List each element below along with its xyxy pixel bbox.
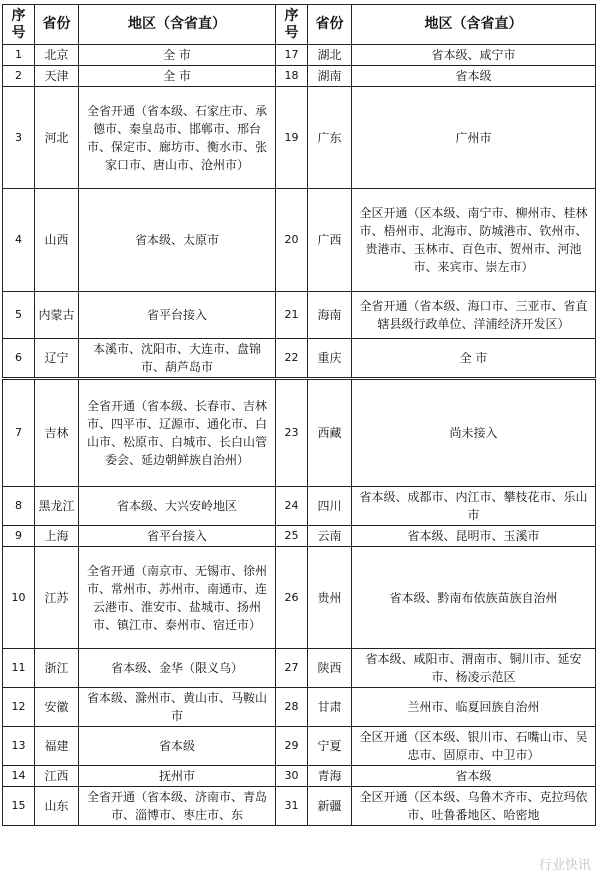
right-province-cell: 海南 xyxy=(308,292,352,339)
right-province-cell: 重庆 xyxy=(308,339,352,379)
right-province-cell: 贵州 xyxy=(308,547,352,649)
table-row xyxy=(3,787,596,826)
header-no-left: 序号 xyxy=(3,5,35,45)
right-province-cell: 宁夏 xyxy=(308,727,352,766)
left-no-cell: 12 xyxy=(3,688,35,727)
right-region-cell: 尚未接入 xyxy=(352,379,596,487)
right-region-cell: 全区开通（区本级、银川市、石嘴山市、吴忠市、固原市、中卫市） xyxy=(352,727,596,766)
left-no-cell: 4 xyxy=(3,189,35,292)
left-region-cell: 省本级 xyxy=(79,727,276,766)
left-province-cell: 浙江 xyxy=(35,649,79,688)
right-province-cell: 云南 xyxy=(308,526,352,547)
left-region-cell: 省本级、金华（限义乌） xyxy=(79,649,276,688)
table-row xyxy=(3,727,596,766)
left-province-cell: 上海 xyxy=(35,526,79,547)
right-province-cell: 广西 xyxy=(308,189,352,292)
right-no-cell: 22 xyxy=(276,339,308,379)
left-region-cell: 全省开通（省本级、长春市、吉林市、四平市、辽源市、通化市、白山市、松原市、白城市、长白山管委会、延边朝鲜族自治州） xyxy=(79,379,276,487)
right-no-cell: 28 xyxy=(276,688,308,727)
left-region-cell: 全 市 xyxy=(79,66,276,87)
region-table xyxy=(2,4,596,826)
watermark: 行业快讯 xyxy=(538,858,591,873)
right-no-cell: 30 xyxy=(276,766,308,787)
table-row xyxy=(3,292,596,339)
left-no-cell: 3 xyxy=(3,87,35,189)
table-row xyxy=(3,379,596,487)
left-province-cell: 福建 xyxy=(35,727,79,766)
left-no-cell: 11 xyxy=(3,649,35,688)
right-region-cell: 省本级、咸宁市 xyxy=(352,45,596,66)
left-region-cell: 全省开通（省本级、石家庄市、承德市、秦皇岛市、邯郸市、邢台市、保定市、廊坊市、衡水市、张家口市、唐山市、沧州市） xyxy=(79,87,276,189)
left-no-cell: 2 xyxy=(3,66,35,87)
right-region-cell: 省本级、昆明市、玉溪市 xyxy=(352,526,596,547)
table-row xyxy=(3,189,596,292)
left-no-cell: 6 xyxy=(3,339,35,379)
header-region-left: 地区（含省直） xyxy=(79,5,276,45)
left-region-cell: 全 市 xyxy=(79,45,276,66)
left-region-cell: 省平台接入 xyxy=(79,526,276,547)
table-row xyxy=(3,649,596,688)
right-region-cell: 全区开通（区本级、乌鲁木齐市、克拉玛依市、吐鲁番地区、哈密地 xyxy=(352,787,596,826)
left-province-cell: 北京 xyxy=(35,45,79,66)
right-no-cell: 29 xyxy=(276,727,308,766)
right-region-cell: 全区开通（区本级、南宁市、柳州市、桂林市、梧州市、北海市、防城港市、钦州市、贵港市、玉林市、百色市、贺州市、河池市、来宾市、崇左市） xyxy=(352,189,596,292)
table-row xyxy=(3,45,596,66)
table-row xyxy=(3,66,596,87)
left-region-cell: 本溪市、沈阳市、大连市、盘锦市、葫芦岛市 xyxy=(79,339,276,379)
table-row xyxy=(3,547,596,649)
right-province-cell: 湖北 xyxy=(308,45,352,66)
right-region-cell: 省本级、黔南布依族苗族自治州 xyxy=(352,547,596,649)
left-region-cell: 省本级、太原市 xyxy=(79,189,276,292)
right-no-cell: 24 xyxy=(276,487,308,526)
left-province-cell: 河北 xyxy=(35,87,79,189)
right-province-cell: 湖南 xyxy=(308,66,352,87)
left-no-cell: 10 xyxy=(3,547,35,649)
right-no-cell: 17 xyxy=(276,45,308,66)
left-no-cell: 1 xyxy=(3,45,35,66)
header-row xyxy=(3,5,596,45)
right-region-cell: 省本级 xyxy=(352,66,596,87)
left-region-cell: 抚州市 xyxy=(79,766,276,787)
header-province-right: 省份 xyxy=(308,5,352,45)
left-no-cell: 8 xyxy=(3,487,35,526)
right-region-cell: 省本级、成都市、内江市、攀枝花市、乐山市 xyxy=(352,487,596,526)
left-province-cell: 吉林 xyxy=(35,379,79,487)
right-no-cell: 27 xyxy=(276,649,308,688)
left-province-cell: 江西 xyxy=(35,766,79,787)
left-province-cell: 江苏 xyxy=(35,547,79,649)
left-no-cell: 7 xyxy=(3,379,35,487)
right-no-cell: 21 xyxy=(276,292,308,339)
right-region-cell: 广州市 xyxy=(352,87,596,189)
header-region-right: 地区（含省直） xyxy=(352,5,596,45)
right-no-cell: 23 xyxy=(276,379,308,487)
right-no-cell: 20 xyxy=(276,189,308,292)
left-region-cell: 全省开通（省本级、济南市、青岛市、淄博市、枣庄市、东 xyxy=(79,787,276,826)
left-region-cell: 全省开通（南京市、无锡市、徐州市、常州市、苏州市、南通市、连云港市、淮安市、盐城市、扬州市、镇江市、泰州市、宿迁市） xyxy=(79,547,276,649)
right-region-cell: 省本级 xyxy=(352,766,596,787)
left-province-cell: 山东 xyxy=(35,787,79,826)
right-province-cell: 西藏 xyxy=(308,379,352,487)
left-province-cell: 安徽 xyxy=(35,688,79,727)
left-region-cell: 省平台接入 xyxy=(79,292,276,339)
right-region-cell: 省本级、咸阳市、渭南市、铜川市、延安市、杨凌示范区 xyxy=(352,649,596,688)
right-no-cell: 19 xyxy=(276,87,308,189)
header-province-left: 省份 xyxy=(35,5,79,45)
left-region-cell: 省本级、大兴安岭地区 xyxy=(79,487,276,526)
table-row xyxy=(3,526,596,547)
right-region-cell: 兰州市、临夏回族自治州 xyxy=(352,688,596,727)
left-province-cell: 内蒙古 xyxy=(35,292,79,339)
left-province-cell: 天津 xyxy=(35,66,79,87)
left-province-cell: 山西 xyxy=(35,189,79,292)
table-row xyxy=(3,339,596,379)
table-row xyxy=(3,87,596,189)
left-province-cell: 辽宁 xyxy=(35,339,79,379)
table-row xyxy=(3,766,596,787)
right-province-cell: 青海 xyxy=(308,766,352,787)
right-province-cell: 新疆 xyxy=(308,787,352,826)
right-region-cell: 全 市 xyxy=(352,339,596,379)
header-no-right: 序号 xyxy=(276,5,308,45)
right-province-cell: 甘肃 xyxy=(308,688,352,727)
right-no-cell: 31 xyxy=(276,787,308,826)
right-province-cell: 四川 xyxy=(308,487,352,526)
table-row xyxy=(3,688,596,727)
right-no-cell: 25 xyxy=(276,526,308,547)
table-row xyxy=(3,487,596,526)
left-no-cell: 13 xyxy=(3,727,35,766)
right-no-cell: 18 xyxy=(276,66,308,87)
right-province-cell: 广东 xyxy=(308,87,352,189)
left-region-cell: 省本级、滁州市、黄山市、马鞍山市 xyxy=(79,688,276,727)
left-no-cell: 5 xyxy=(3,292,35,339)
left-province-cell: 黑龙江 xyxy=(35,487,79,526)
right-province-cell: 陕西 xyxy=(308,649,352,688)
right-no-cell: 26 xyxy=(276,547,308,649)
left-no-cell: 14 xyxy=(3,766,35,787)
left-no-cell: 15 xyxy=(3,787,35,826)
left-no-cell: 9 xyxy=(3,526,35,547)
right-region-cell: 全省开通（省本级、海口市、三亚市、省直辖县级行政单位、洋浦经济开发区） xyxy=(352,292,596,339)
